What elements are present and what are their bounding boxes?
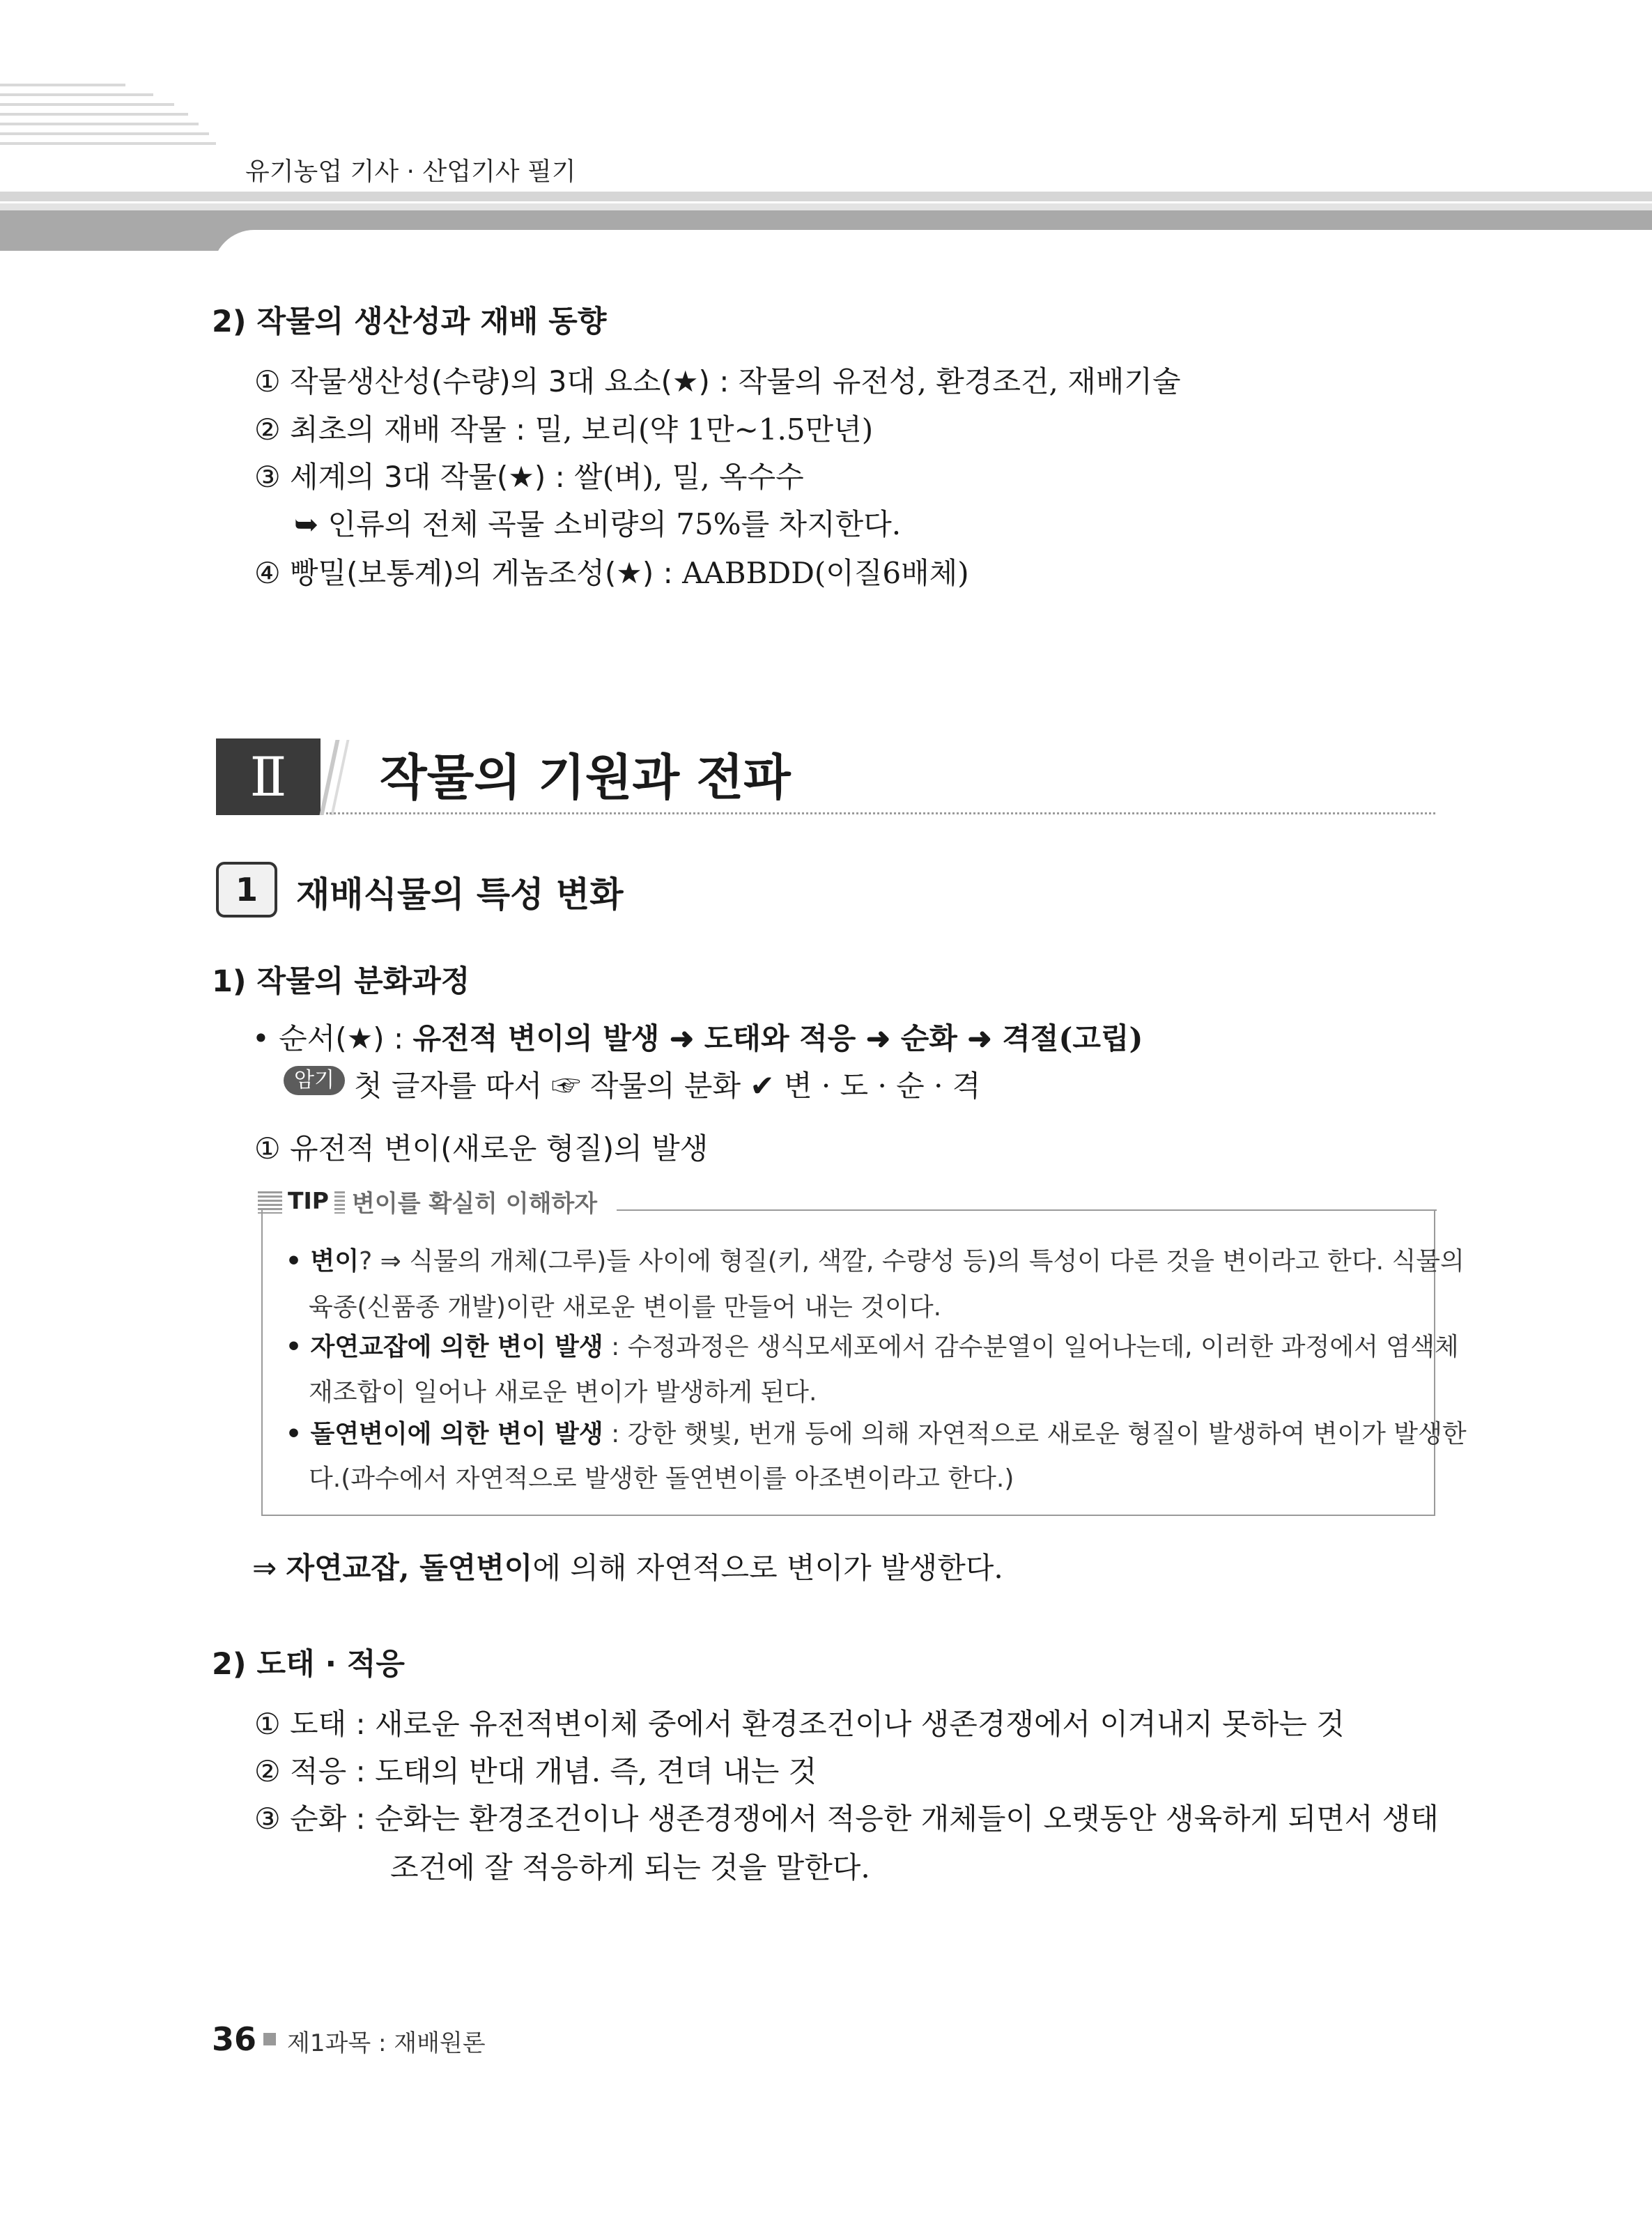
- subheading-differentiation: 1) 작물의 분화과정: [212, 964, 470, 999]
- bullet-lead: • 순서(★) :: [252, 1021, 413, 1055]
- item-lead: ③ 순화 :: [254, 1802, 375, 1836]
- list-item: [254, 407, 873, 449]
- tip-text: : 수정과정은 생식모세포에서 감수분열이 일어나는데, 이러한 과정에서 염색체: [603, 1333, 1459, 1361]
- section-dotted-rule: [326, 812, 1435, 814]
- item-text: 밀, 보리(약 1만~1.5만년): [534, 412, 874, 447]
- item-lead: ② 적응 :: [254, 1754, 375, 1788]
- bullet-text: 유전적 변이의 발생 ➜ 도태와 적응 ➜ 순화 ➜ 격절(고립): [412, 1021, 1143, 1055]
- item-lead: ① 도태 :: [254, 1707, 375, 1741]
- subheading-selection: 2) 도태 · 적응: [212, 1647, 405, 1682]
- list-item: [254, 1796, 1439, 1838]
- item-text: 순화는 환경조건이나 생존경쟁에서 적응한 개체들이 오랫동안 생육하게 되면서 생태: [375, 1802, 1439, 1836]
- list-subitem: [294, 502, 901, 543]
- subheading-productivity: 2) 작물의 생산성과 재배 동향: [212, 304, 607, 339]
- item-text: 작물의 유전성, 환경조건, 재배기술: [738, 364, 1181, 398]
- conclusion-bold: 자연교잡, 돌연변이: [286, 1551, 533, 1585]
- tip-bullet-cont: 재조합이 일어나 새로운 변이가 발생하게 된다.: [309, 1378, 817, 1407]
- list-item: [254, 454, 804, 496]
- tip-bullet: [286, 1327, 1459, 1363]
- list-item-cont: 조건에 잘 적응하게 되는 것을 말한다.: [390, 1850, 870, 1885]
- tip-bullet: [286, 1414, 1467, 1450]
- list-item: [254, 550, 969, 592]
- footer-subject: 제1과목 : 재배원론: [287, 2029, 486, 2057]
- implies-icon: ⇒: [252, 1551, 286, 1585]
- section-title: 작물의 기원과 전파: [380, 749, 791, 806]
- list-item: [254, 1701, 1345, 1743]
- memo-badge: 암기: [284, 1066, 345, 1095]
- conclusion-text: 에 의해 자연적으로 변이가 발생한다.: [532, 1551, 1003, 1585]
- tip-caption: 변이를 확실히 이해하자: [352, 1190, 598, 1218]
- item-lead: ① 작물생산성(수량)의 3대 요소(★) :: [254, 364, 739, 398]
- list-item: [254, 359, 1181, 401]
- tip-term: • 자연교잡에 의한 변이 발생: [286, 1333, 603, 1361]
- item-text: 쌀(벼), 밀, 옥수수: [574, 460, 804, 494]
- header-rule-light: [0, 203, 1652, 210]
- header-bar-curve: [213, 230, 1652, 272]
- arrow-icon: ➥: [294, 507, 328, 541]
- section-number: Ⅱ: [249, 746, 287, 809]
- list-item: ① 유전적 변이(새로운 형질)의 발생: [254, 1131, 709, 1166]
- square-bullet-icon: [263, 2033, 276, 2045]
- subsection-title: 재배식물의 특성 변화: [296, 874, 624, 915]
- tip-text: : 강한 햇빛, 번개 등에 의해 자연적으로 새로운 형질이 발생하여 변이가 발생한: [603, 1420, 1467, 1448]
- tip-bullet-cont: 다.(과수에서 자연적으로 발생한 돌연변이를 아조변이라고 한다.): [309, 1464, 1014, 1493]
- subsection-number: 1: [235, 871, 258, 908]
- tip-bullet: [286, 1241, 1465, 1277]
- section-slash-decor: [320, 740, 340, 815]
- item-text: AABBDD(이질6배체): [682, 556, 969, 590]
- running-title: 유기농업 기사 · 산업기사 필기: [245, 157, 576, 186]
- tip-bullet-cont: 육종(신품종 개발)이란 새로운 변이를 만들어 내는 것이다.: [309, 1293, 942, 1322]
- sequence-bullet: [252, 1016, 1143, 1058]
- item-lead: ③ 세계의 3대 작물(★) :: [254, 460, 575, 494]
- item-text: 인류의 전체 곡물 소비량의 75%를 차지한다.: [327, 507, 902, 541]
- tip-label: TIP: [282, 1187, 334, 1214]
- item-text: 새로운 유전적변이체 중에서 환경조건이나 생존경쟁에서 이겨내지 못하는 것: [375, 1707, 1345, 1741]
- item-lead: ④ 빵밀(보통계)의 게놈조성(★) :: [254, 556, 683, 590]
- tip-text: ? ⇒ 식물의 개체(그루)들 사이에 형질(키, 색깔, 수량성 등)의 특성이 다른 것을 변이라고 한다. 식물의: [359, 1247, 1465, 1276]
- memo-text: 첫 글자를 따서 ☞ 작물의 분화 ✔ 변 · 도 · 순 · 격: [354, 1069, 981, 1103]
- page-number: 36: [212, 2020, 257, 2058]
- header-decor-lines: [0, 84, 223, 160]
- list-item: [254, 1749, 817, 1790]
- item-lead: ② 최초의 재배 작물 :: [254, 412, 535, 447]
- conclusion-line: [252, 1545, 1003, 1587]
- tip-term: • 돌연변이에 의한 변이 발생: [286, 1420, 603, 1448]
- tip-term: • 변이: [286, 1247, 360, 1276]
- item-text: 도태의 반대 개념. 즉, 견뎌 내는 것: [375, 1754, 817, 1788]
- header-rule: [0, 192, 1652, 201]
